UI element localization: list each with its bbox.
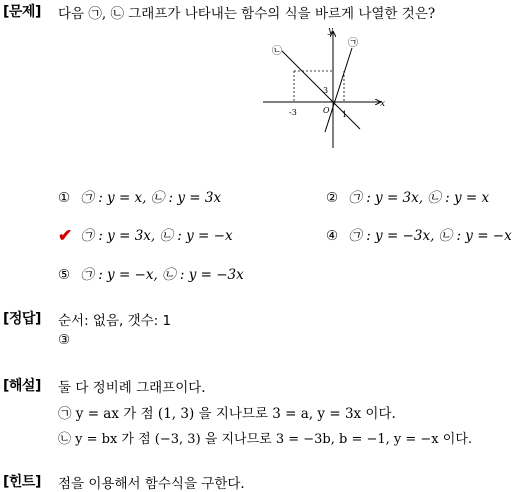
explanation-line-3: ㉡ y = bx 가 점 (−3, 3) 을 지나므로 3 = −3b, b = −1, y = −x 이다. bbox=[58, 432, 473, 447]
choice-1-number: ① bbox=[58, 190, 71, 206]
hint-tag: [힌트] bbox=[3, 474, 41, 490]
question-tag: [문제] bbox=[3, 4, 41, 20]
explanation-tag: [해설] bbox=[3, 378, 41, 394]
answer-line-2: ③ bbox=[58, 332, 71, 348]
choice-2-number: ② bbox=[326, 190, 339, 206]
choice-5[interactable] bbox=[58, 263, 244, 283]
choice-4-number: ④ bbox=[326, 228, 339, 244]
choice-4[interactable] bbox=[326, 224, 512, 244]
choice-5-number: ⑤ bbox=[58, 267, 71, 283]
function-graph bbox=[258, 26, 398, 151]
line-b bbox=[282, 51, 360, 129]
tick-one-label: 1 bbox=[342, 110, 348, 119]
origin-label: O bbox=[323, 106, 330, 115]
question-text: 다음 ㉠, ㉡ 그래프가 나타내는 함수의 식을 바르게 나열한 것은? bbox=[58, 6, 436, 22]
choice-3-text: ㉠ : y = 3x, ㉡ : y = −x bbox=[80, 228, 233, 244]
explanation-line-1: 둘 다 정비례 그래프이다. bbox=[58, 380, 206, 396]
line-a-label: ㉠ bbox=[348, 38, 358, 49]
tick-neg3-label: -3 bbox=[289, 108, 297, 117]
answer-tag: [정답] bbox=[3, 311, 41, 327]
choice-1-text: ㉠ : y = x, ㉡ : y = 3x bbox=[80, 190, 222, 206]
choice-4-text: ㉠ : y = −3x, ㉡ : y = −x bbox=[348, 228, 512, 244]
explanation-line-2: ㉠ y = ax 가 점 (1, 3) 을 지나므로 3 = a, y = 3x 이다. bbox=[58, 406, 396, 422]
line-b-label: ㉡ bbox=[272, 46, 282, 57]
check-mark-icon: ✔ bbox=[58, 226, 73, 246]
choice-5-text: ㉠ : y = −x, ㉡ : y = −3x bbox=[80, 267, 244, 283]
choice-1[interactable] bbox=[58, 186, 221, 206]
answer-line-1: 순서: 없음, 갯수: 1 bbox=[58, 313, 172, 329]
choice-3[interactable] bbox=[58, 224, 233, 245]
tick-three-label: 3 bbox=[323, 86, 329, 95]
line-a bbox=[325, 48, 352, 132]
x-axis-label: x bbox=[380, 99, 386, 109]
choice-2-text: ㉠ : y = 3x, ㉡ : y = x bbox=[348, 190, 490, 206]
y-axis-label: y bbox=[328, 26, 334, 36]
choice-2[interactable] bbox=[326, 186, 489, 206]
hint-text: 점을 이용해서 함수식을 구한다. bbox=[58, 476, 245, 492]
